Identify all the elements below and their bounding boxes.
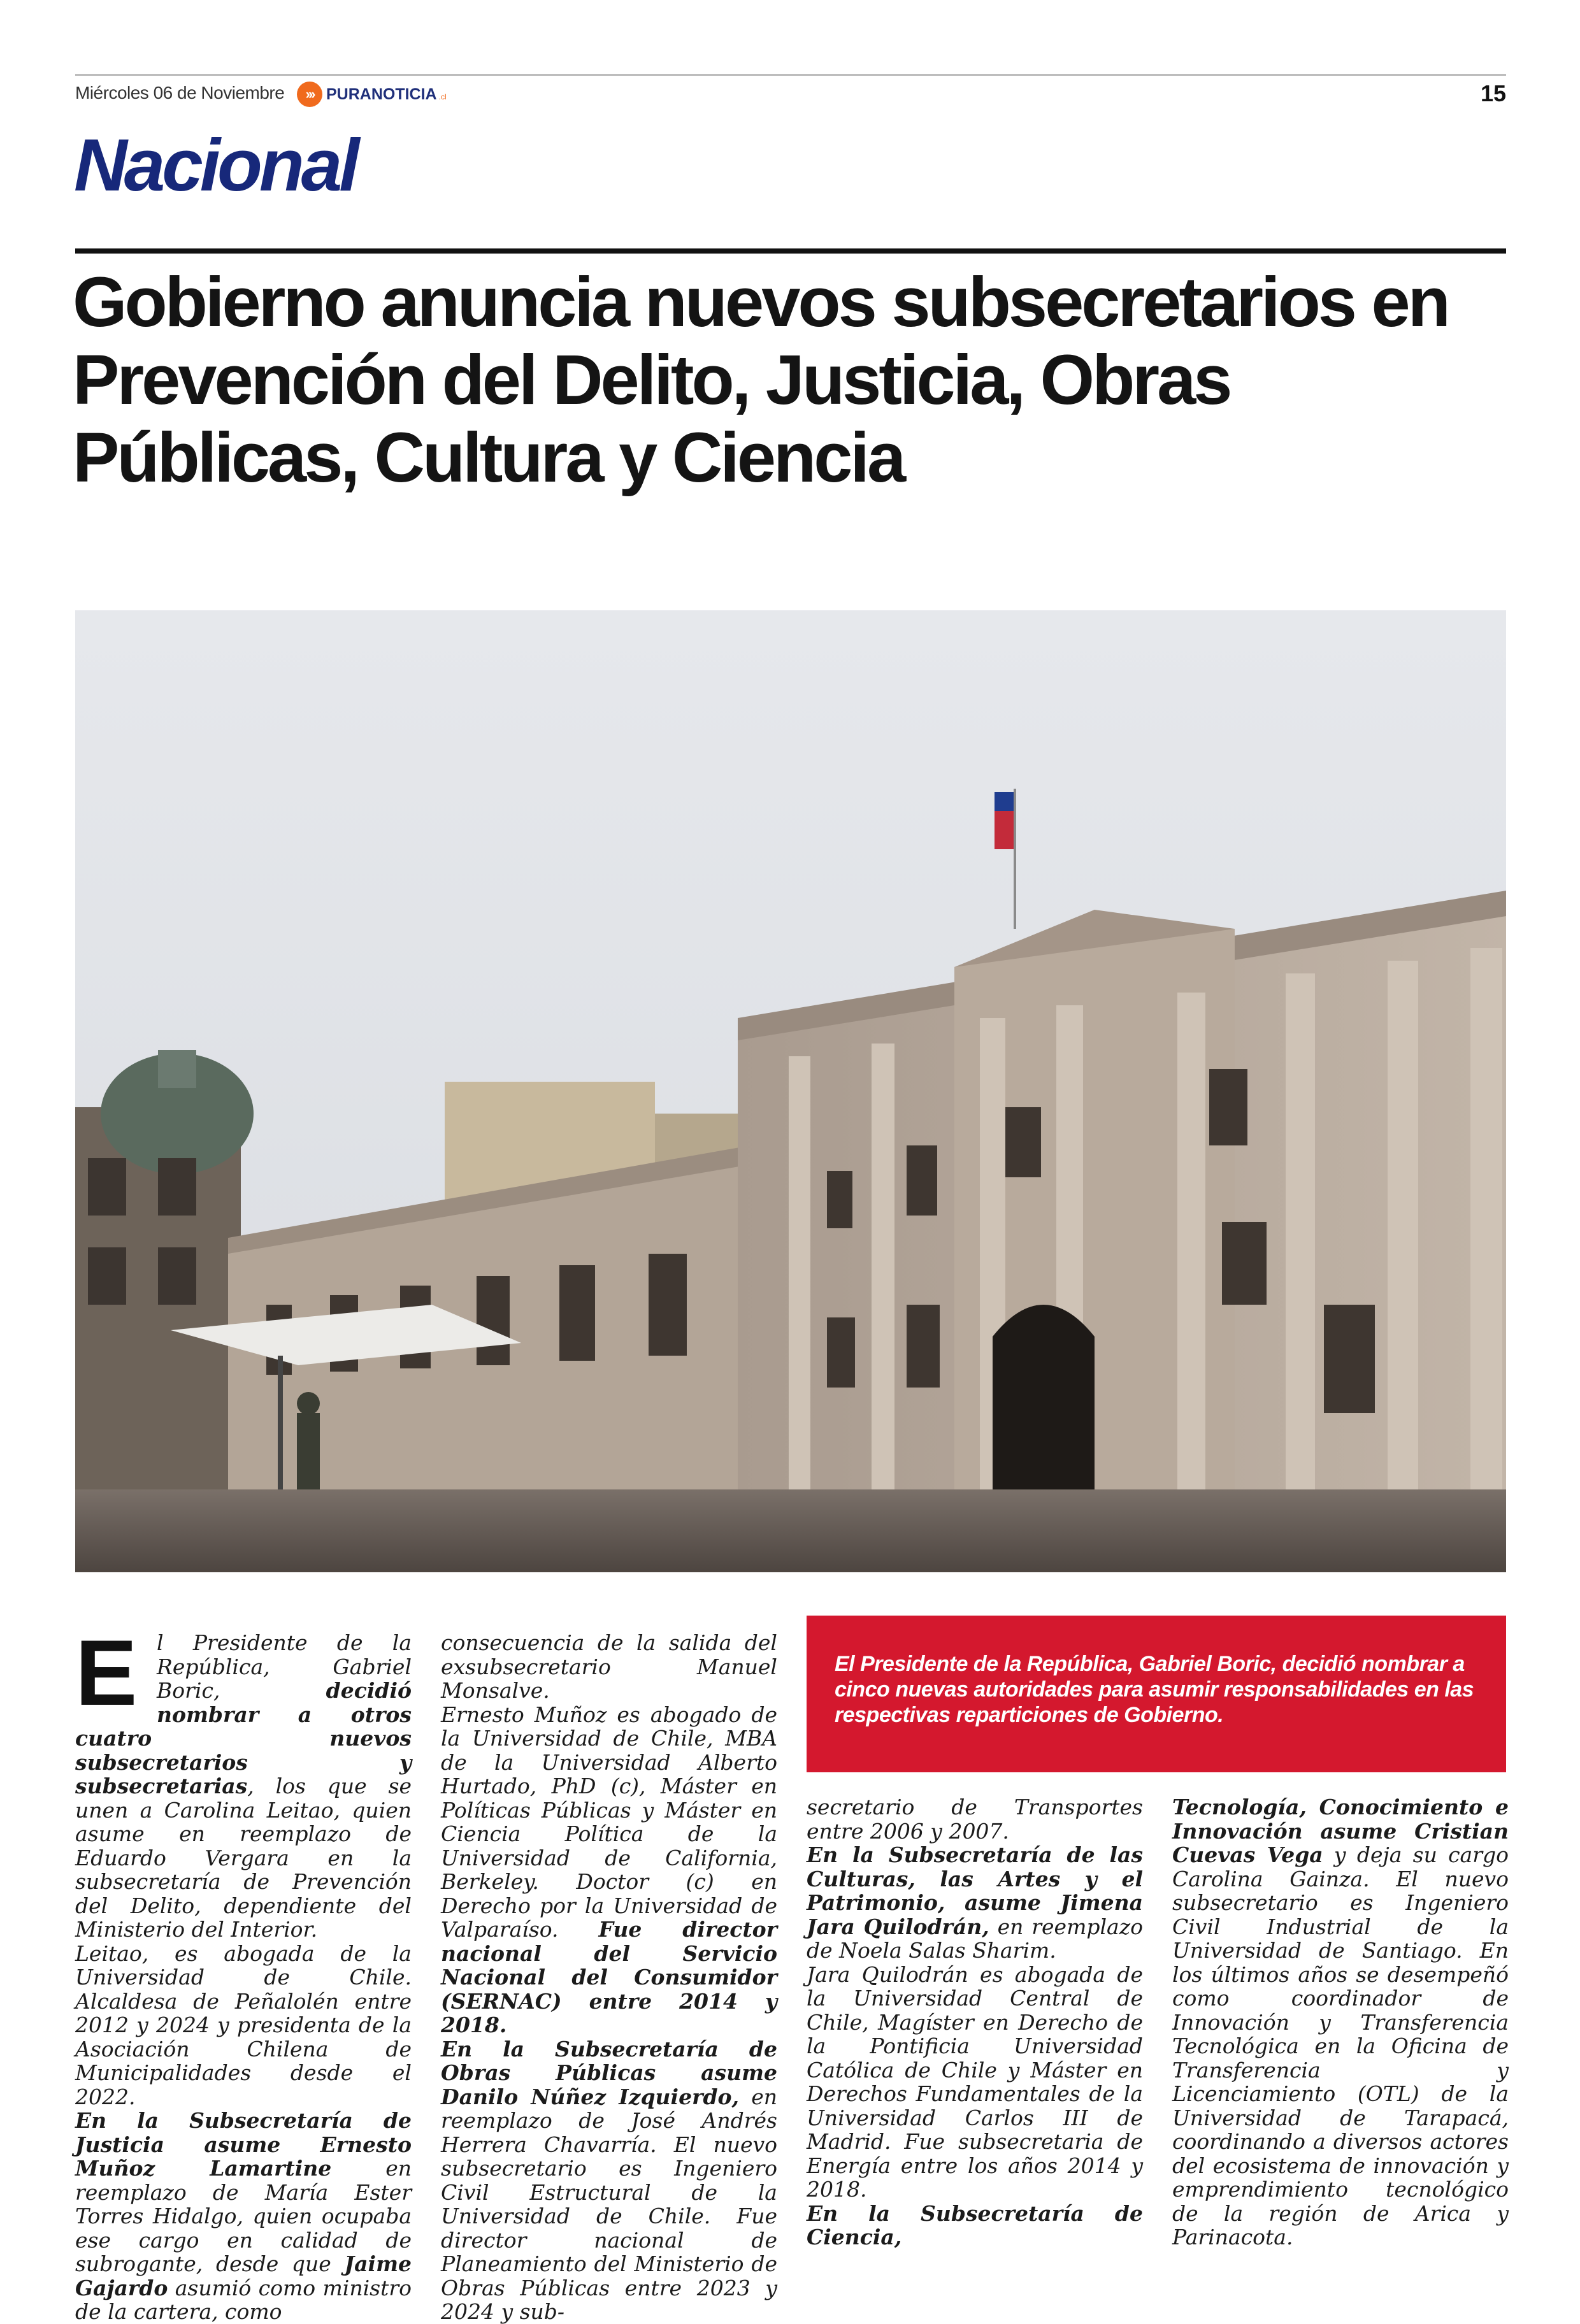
text-span: Ernesto Muñoz es abogado de la Universidad de Chile, MBA de la Universidad Alberto Hurtado, PhD (c), Máster en Políticas Públicas y Máster en Ciencia Política de la Universidad de California, Berkeley. Doctor (c) en Derecho por la Universidad de Valparaíso. [441,1702,777,1942]
header-rule [75,74,1506,76]
article-column-3 [807,1795,1143,2249]
logo-wordmark: PURANOTICIA [326,85,437,104]
paragraph [441,1703,777,2037]
text-span-bold: Tecnología, Conocimiento e Innovación asume Cristian Cuevas Vega [1172,1795,1509,1867]
paragraph [1172,1795,1509,2249]
paragraph [441,2037,777,2324]
text-span: l Presidente de la República, Gabriel Boric, [157,1630,412,1703]
article-column-1 [75,1631,412,2324]
logo-chevrons-icon: ››› [297,82,322,107]
text-span: El nuevo subsecretario es Ingeniero Civil Industrial de la Universidad de Santiago. En los últimos años se desempeñó como coordinador de Innovación y Transferencia Tecnológica en la Oficina de Transferencia y Licenciamiento (OTL) de la Universidad de Tarapacá, coordinando a diversos actores del ecosistema de innovación y emprendimiento tecnológico de la región de Arica y Parinacota. [1172,1867,1509,2250]
paragraph: Leitao, es abogada de la Universidad de Chile. Alcaldesa de Peñalolén entre 2012 y 2024 y presidenta de la Asociación Chilena de Municipalidades desde el 2022. [75,1942,412,2109]
article-headline: Gobierno anuncia nuevos subsecretarios en Prevención del Delito, Justicia, Obras Públicas, Cultura y Ciencia [73,264,1506,497]
paragraph: secretario de Transportes entre 2006 y 2007. [807,1795,1143,1843]
issue-date: Miércoles 06 de Noviembre [75,83,284,103]
section-rule [75,248,1506,254]
text-span-bold: En la Subsecretaría de Obras Públicas asume Danilo Núñez Izquierdo, [441,2037,777,2109]
text-span: y deja su cargo Carolina Gainza. [1172,1842,1509,1891]
article-photo [75,610,1506,1572]
paragraph [75,2109,412,2324]
text-span-bold: Jaime Gajardo [75,2251,412,2300]
text-span: asumió como ministro de la cartera, como [75,2276,412,2324]
pull-quote-box [807,1616,1506,1772]
text-span-bold: En la Subsecretaría de Ciencia, [807,2201,1143,2250]
drop-cap: E [75,1635,150,1711]
paragraph [807,2202,1143,2249]
paragraph: Jara Quilodrán es abogada de la Universidad Central de Chile, Magíster en Derecho de la Pontificia Universidad Católica de Chile y Máster en Derechos Fundamentales de la Universidad Carlos III de Madrid. Fue subsecretaria de Energía entre los años 2014 y 2018. [807,1963,1143,2202]
article-column-4 [1172,1795,1509,2249]
left-building [75,1050,254,1502]
text-span: en reemplazo de María Ester Torres Hidalgo, quien ocupaba ese cargo en calidad de subrogante, desde que [75,2156,412,2276]
section-title: Nacional [74,122,356,208]
logo-domain: .cl [439,92,447,101]
text-span-bold: Fue director nacional del Servicio Nacional del Consumidor (SERNAC) entre 2014 y 2018. [441,1917,777,2037]
text-span: , los que se unen a Carolina Leitao, quien asume en reemplazo de Eduardo Vergara en la subsecretaría de Prevención del Delito, dependiente del Ministerio del Interior. [75,1774,412,1942]
publication-logo[interactable] [297,82,447,107]
text-span-bold: En la Subsecretaría de Justicia asume Ernesto Muñoz Lamartine [75,2108,412,2181]
text-span: en reemplazo de José Andrés Herrera Chavarría. El nuevo subsecretario es Ingeniero Civil Estructural de la Universidad de Chile. Fue director nacional de Planeamiento del Ministerio de Obras Públicas entre 2023 y 2024 y sub- [441,2084,777,2324]
paragraph [75,1631,412,1942]
text-span-bold: decidió nombrar a otros cuatro nuevos subsecretarios y subsecretarias [75,1678,412,1798]
paragraph: consecuencia de la salida del exsubsecretario Manuel Monsalve. [441,1631,777,1703]
text-span: en reemplazo de Noela Salas Sharim. [807,1914,1143,1963]
paragraph [807,1843,1143,1963]
text-span-bold: En la Subsecretaría de las Culturas, las Artes y el Patrimonio, asume Jimena Jara Quilodrán, [807,1842,1143,1939]
page-number: 15 [1481,80,1506,107]
article-column-2 [441,1631,777,2324]
pull-quote-text: El Presidente de la República, Gabriel Boric, decidió nombrar a cinco nuevas autoridades para asumir responsabilidades en las respectivas reparticiones de Gobierno. [835,1651,1478,1728]
